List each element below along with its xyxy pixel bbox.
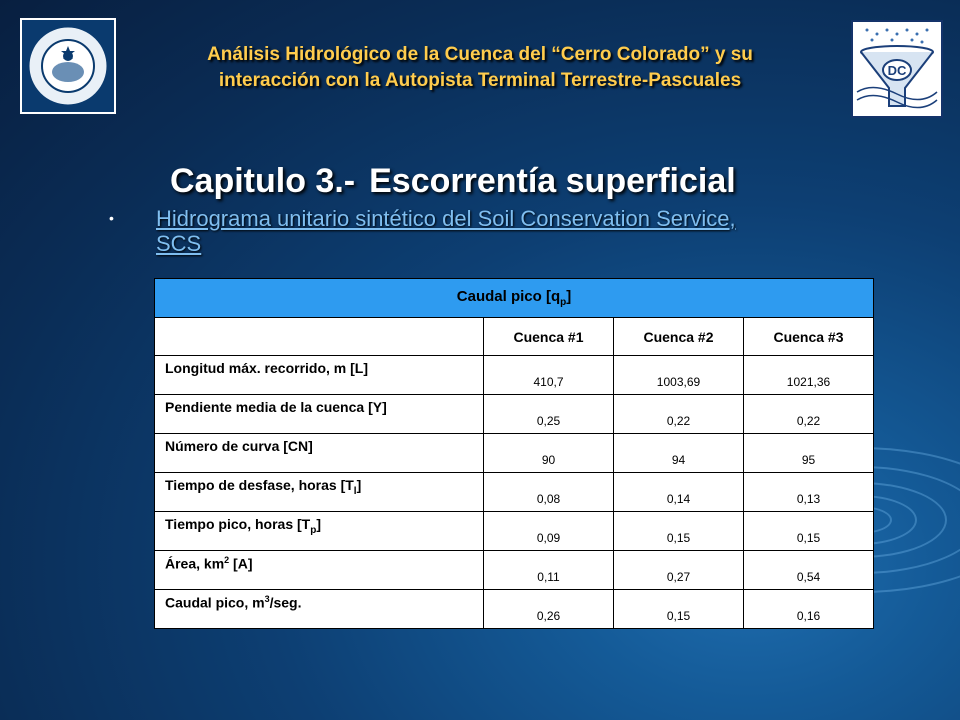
slide-title <box>170 162 736 201</box>
table-row <box>155 434 874 473</box>
row-label: Pendiente media de la cuenca [Y] <box>155 395 484 434</box>
table-row <box>155 512 874 551</box>
header-title-line2: interacción con la Autopista Terminal Terrestre-Pascuales <box>218 70 742 91</box>
table-cell: 0,09 <box>484 512 614 551</box>
table-row <box>155 551 874 590</box>
table-cell: 0,27 <box>614 551 744 590</box>
table-row <box>155 356 874 395</box>
row-label: Caudal pico, $m^3$/seg. <box>155 590 484 629</box>
table-cell: 94 <box>614 434 744 473</box>
table-cell: 0,16 <box>744 590 874 629</box>
header-title-line1: Análisis Hidrológico de la Cuenca del “Cerro Colorado” y su <box>207 44 753 65</box>
table-cell: 0,11 <box>484 551 614 590</box>
row-label: Longitud máx. recorrido, m [L] <box>155 356 484 395</box>
table-cell: 0,14 <box>614 473 744 512</box>
column-header: Cuenca #2 <box>614 318 744 356</box>
table-cell: 90 <box>484 434 614 473</box>
table-header-row <box>155 318 874 356</box>
table-cell: 0,22 <box>744 395 874 434</box>
peak-flow-table <box>154 278 874 629</box>
column-header: Cuenca #3 <box>744 318 874 356</box>
table-cell: 410,7 <box>484 356 614 395</box>
table-cell: 0,22 <box>614 395 744 434</box>
table-cell: 0,26 <box>484 590 614 629</box>
table-row <box>155 395 874 434</box>
bullet-link-line2: SCS <box>156 231 202 256</box>
table-cell: 0,15 <box>614 590 744 629</box>
espol-logo <box>20 18 116 114</box>
row-label: Tiempo de desfase, horas $[T_l]$ <box>155 473 484 512</box>
bullet-icon: • <box>109 210 114 226</box>
table-cell: 0,08 <box>484 473 614 512</box>
dc-logo <box>851 20 943 118</box>
bullet-link[interactable] <box>156 206 876 256</box>
table-cell: 95 <box>744 434 874 473</box>
table-cell: 0,25 <box>484 395 614 434</box>
slide-title-chapter: Capitulo 3.- <box>170 162 356 200</box>
table-title: Caudal pico $[q_p]$ <box>155 279 874 318</box>
bullet-link-line1: Hidrograma unitario sintético del Soil Conservation Service, <box>156 206 736 231</box>
table-cell: 0,13 <box>744 473 874 512</box>
svg-text:DC: DC <box>887 63 907 78</box>
table-header-blank <box>155 318 484 356</box>
presentation-header-title <box>130 42 830 94</box>
table-cell: 1021,36 <box>744 356 874 395</box>
row-label: Tiempo pico, horas $[T_p]$ <box>155 512 484 551</box>
column-header: Cuenca #1 <box>484 318 614 356</box>
table-row <box>155 590 874 629</box>
table-cell: 0,15 <box>744 512 874 551</box>
table-cell: 0,54 <box>744 551 874 590</box>
table-row <box>155 473 874 512</box>
table-cell: 1003,69 <box>614 356 744 395</box>
row-label: Número de curva [CN] <box>155 434 484 473</box>
table-cell: 0,15 <box>614 512 744 551</box>
table-title-row <box>155 279 874 318</box>
slide-title-text: Escorrentía superficial <box>369 162 736 200</box>
row-label: Área, $km^2$ [A] <box>155 551 484 590</box>
